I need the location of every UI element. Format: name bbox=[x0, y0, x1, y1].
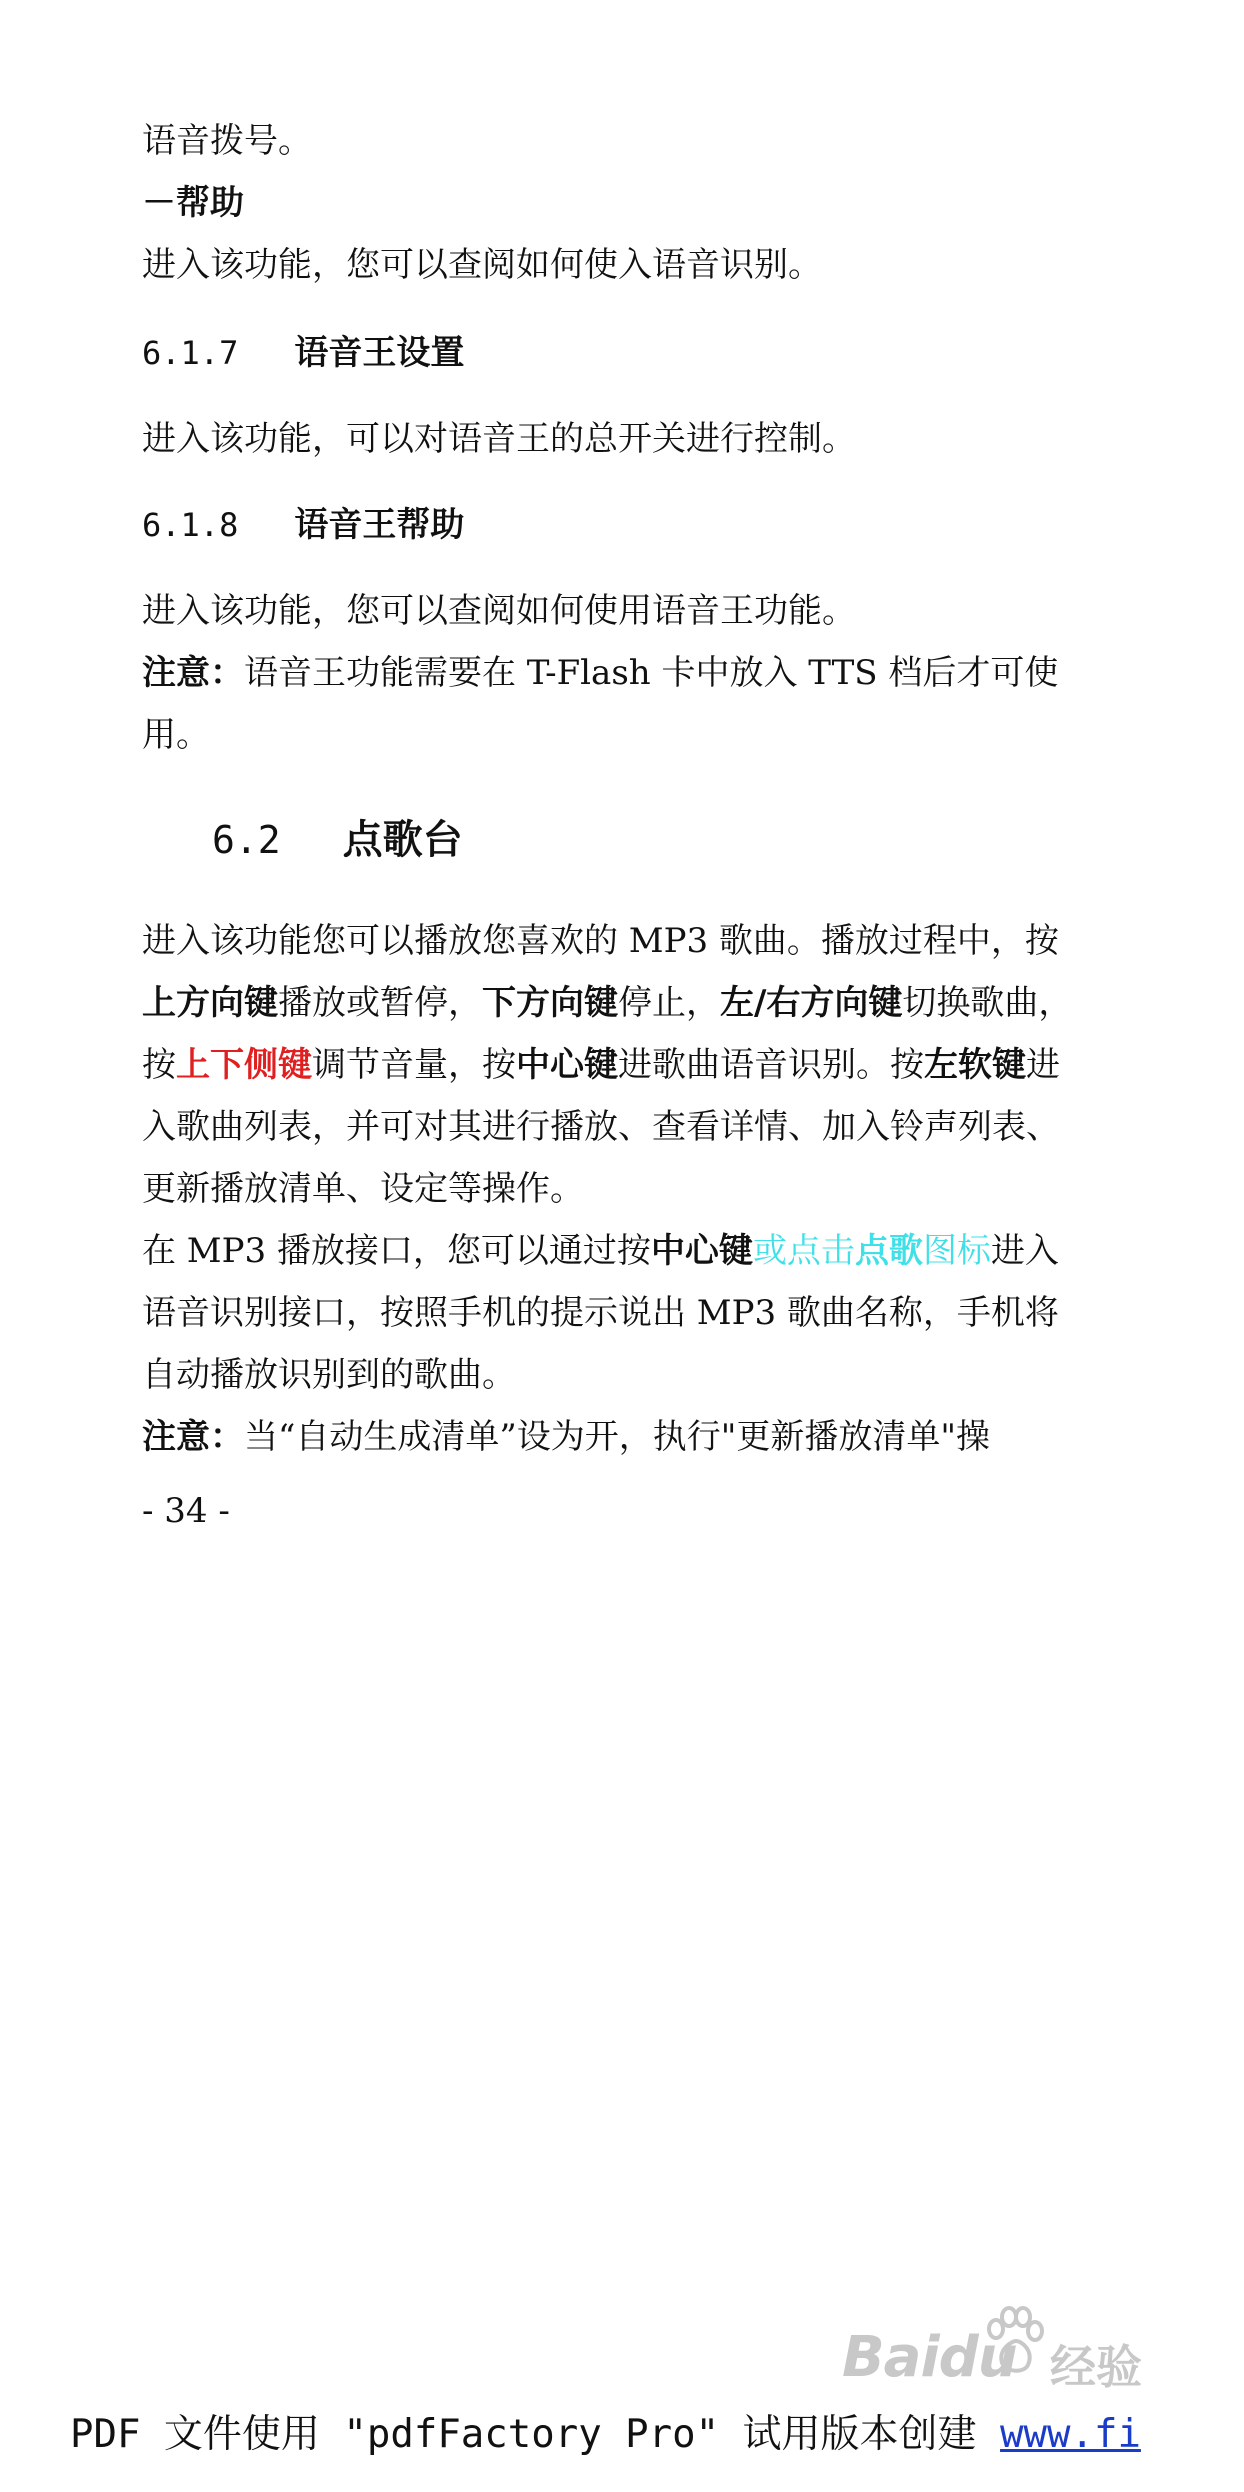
note-tts bbox=[142, 642, 1082, 766]
p2-cyan-text-2: 图标 bbox=[922, 1231, 991, 1271]
note-label: 注意： bbox=[142, 653, 244, 693]
watermark-baidu-text: Baidu bbox=[842, 2325, 1017, 2390]
side-keys-label: 上下侧键 bbox=[176, 1045, 312, 1085]
section-617-title: 语音王设置 bbox=[294, 333, 465, 373]
p1-text-7: 进入歌曲列表，并可对其进行播放、查看详情、加入铃声列表、更新播放清单、设定等操作。 bbox=[142, 1045, 1060, 1209]
section-618-title: 语音王帮助 bbox=[294, 505, 465, 545]
p2-text-1: 在 MP3 播放接口，您可以通过按 bbox=[142, 1231, 651, 1271]
center-key-label: 中心键 bbox=[516, 1045, 618, 1085]
baidu-jingyan-watermark bbox=[842, 2305, 1172, 2405]
left-right-key-label: 左/右方向键 bbox=[720, 983, 903, 1023]
p1-text-1: 进入该功能您可以播放您喜欢的 MP3 歌曲。播放过程中，按 bbox=[142, 921, 1059, 961]
page-number: - 34 - bbox=[142, 1491, 230, 1531]
section-618-body bbox=[142, 580, 1082, 766]
section-62-title: 点歌台 bbox=[342, 816, 463, 863]
p2-cyan-text-1: 或点击 bbox=[752, 1231, 855, 1271]
section-617-description: 进入该功能，可以对语音王的总开关进行控制。 bbox=[142, 419, 856, 459]
help-item-heading: －帮助 bbox=[142, 183, 244, 223]
section-617-heading bbox=[142, 322, 1082, 384]
section-618-description: 进入该功能，您可以查阅如何使用语音王功能。 bbox=[142, 591, 856, 631]
p1-text-3: 停止， bbox=[618, 983, 720, 1023]
note-text: 语音王功能需要在 T-Flash 卡中放入 TTS 档后才可使用。 bbox=[142, 653, 1059, 755]
voice-dial-line: 语音拨号。 bbox=[142, 121, 312, 161]
mp3-voice-paragraph bbox=[142, 1220, 1082, 1406]
section-62-number: 6.2 bbox=[212, 818, 281, 862]
help-item-description: 进入该功能，您可以查阅如何使入语音识别。 bbox=[142, 245, 822, 285]
note-playlist bbox=[142, 1406, 1082, 1468]
up-key-label: 上方向键 bbox=[142, 983, 278, 1023]
footer-text: PDF 文件使用 "pdfFactory Pro" 试用版本创建 bbox=[70, 2412, 1001, 2457]
mp3-intro-paragraph bbox=[142, 910, 1082, 1220]
section-62-body bbox=[142, 910, 1082, 1542]
center-key-label-2: 中心键 bbox=[650, 1231, 753, 1271]
section-618-heading bbox=[142, 494, 1082, 556]
note2-label: 注意： bbox=[142, 1417, 244, 1457]
watermark-jingyan-text: 经验 bbox=[1050, 2340, 1142, 2394]
p1-text-2: 播放或暂停， bbox=[278, 983, 482, 1023]
left-soft-key-label: 左软键 bbox=[924, 1045, 1026, 1085]
p2-cyan-bold: 点歌 bbox=[854, 1231, 923, 1271]
p2-text-2: 进入语音识别接口，按照手机的提示说出 MP3 歌曲名称，手机将自动播放识别到的歌曲。 bbox=[142, 1231, 1059, 1395]
section-618-number: 6.1.8 bbox=[142, 506, 239, 544]
section-617-body bbox=[142, 408, 1082, 470]
p1-text-4: 切换歌曲，按 bbox=[142, 983, 1073, 1085]
text-block-top bbox=[142, 110, 1082, 296]
note2-text: 当“自动生成清单”设为开，执行"更新播放清单"操 bbox=[244, 1417, 991, 1457]
p1-text-6: 进歌曲语音识别。按 bbox=[618, 1045, 924, 1085]
down-key-label: 下方向键 bbox=[482, 983, 618, 1023]
paw-icon bbox=[982, 2305, 1046, 2377]
section-62-heading bbox=[212, 810, 463, 870]
p1-text-5: 调节音量，按 bbox=[312, 1045, 516, 1085]
section-617-number: 6.1.7 bbox=[142, 334, 239, 372]
footer-link[interactable]: www.fi bbox=[1000, 2412, 1141, 2457]
pdf-footer bbox=[70, 2405, 1141, 2465]
